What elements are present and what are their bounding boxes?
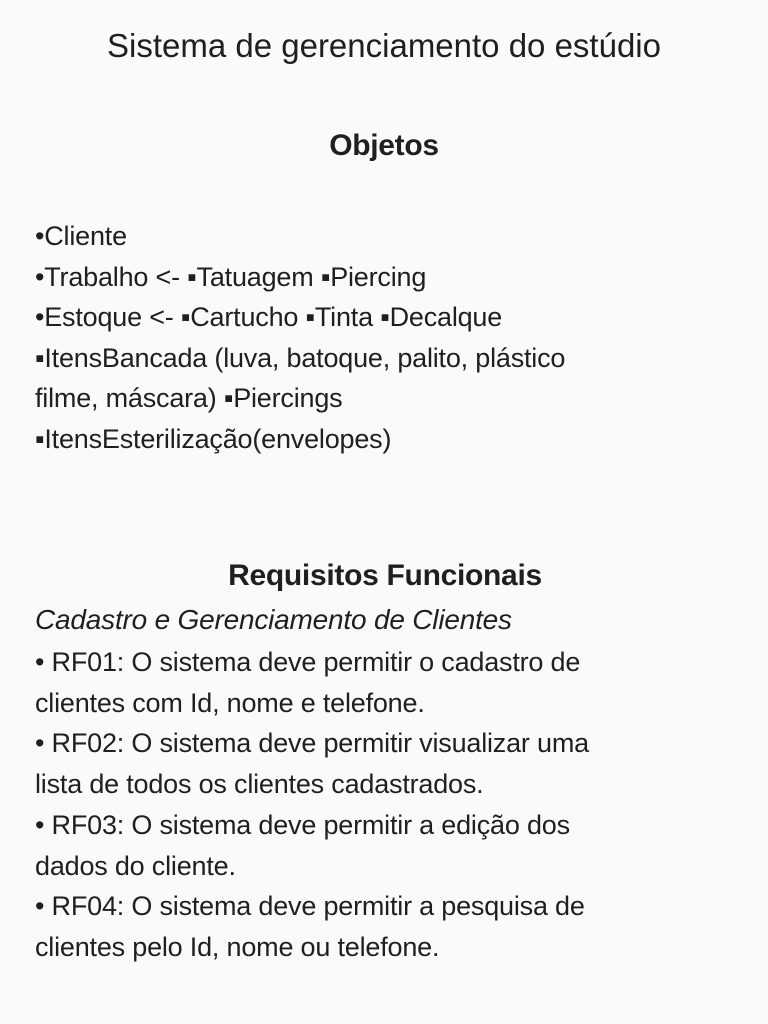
requirement-rf02: • RF02: O sistema deve permitir visualizar uma: [35, 728, 589, 759]
objects-line-itens-bancada-cont: filme, máscara) ▪Piercings: [35, 383, 343, 414]
objects-line-estoque: •Estoque <- ▪Cartucho ▪Tinta ▪Decalque: [35, 302, 503, 333]
objects-line-itens-bancada: ▪ItensBancada (luva, batoque, palito, plástico: [35, 342, 566, 373]
objects-line-trabalho: •Trabalho <- ▪Tatuagem ▪Piercing: [35, 261, 427, 292]
requirement-rf02-cont: lista de todos os clientes cadastrados.: [35, 769, 484, 800]
objects-list: [35, 216, 735, 460]
requirement-rf01: • RF01: O sistema deve permitir o cadastro de: [35, 647, 581, 677]
requirement-rf04: • RF04: O sistema deve permitir a pesquisa de: [35, 891, 585, 922]
requirement-rf01-cont: clientes com Id, nome e telefone.: [35, 687, 425, 718]
requirement-rf03-cont: dados do cliente.: [35, 850, 236, 881]
requirements-list: [35, 642, 735, 968]
subsection-title: Cadastro e Gerenciamento de Clientes: [35, 604, 512, 635]
requirements-heading: Requisitos Funcionais: [228, 559, 542, 592]
objects-heading: Objetos: [329, 129, 439, 162]
requirement-rf04-cont: clientes pelo Id, nome ou telefone.: [35, 931, 440, 962]
objects-line-itens-esterilizacao: ▪ItensEsterilização(envelopes): [35, 423, 392, 454]
objects-line-cliente: •Cliente: [35, 221, 127, 251]
requirement-rf03: • RF03: O sistema deve permitir a edição dos: [35, 809, 570, 840]
page-title: Sistema de gerenciamento do estúdio: [106, 27, 661, 64]
